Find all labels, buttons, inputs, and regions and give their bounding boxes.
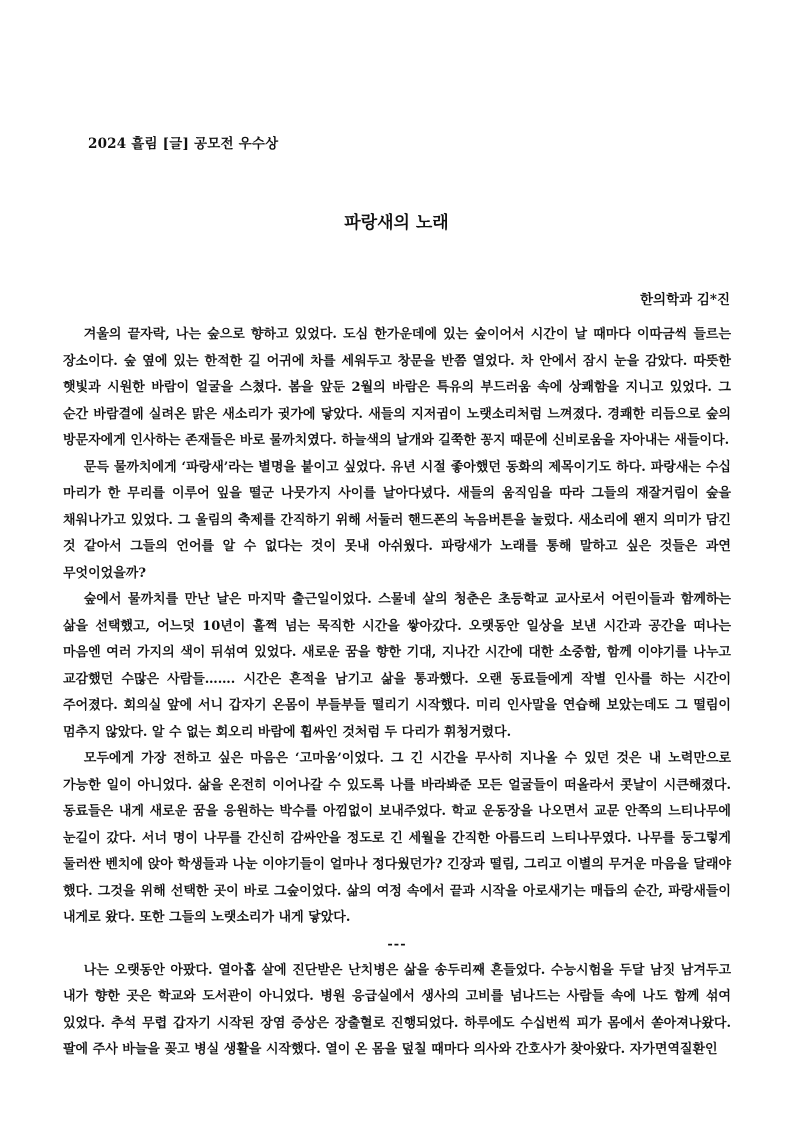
author-line: 한의학과 김*진 xyxy=(639,292,730,308)
paragraph: 숲에서 물까치를 만난 날은 마지막 출근일이었다. 스물네 살의 청춘은 초등학교 교사로서 어린이들과 함께하는 삶을 선택했고, 어느덧 10년이 훌쩍 넘는 묵직한 시간을 쌓아갔다. 오랫동안 일상을 보낸 시간과 공간을 떠나는 마음엔 여러 가지의 색이 뒤섞여 있었다. 새로운 꿈을 향한 기대, 지나간 시간에 대한 소중함, 함께 이야기를 나누고 교감했던 수많은 사람들……. 시간은 흔적을 남기고 삶을 통과했다. 오랜 동료들에게 작별 인사를 하는 시간이 주어졌다. 회의실 앞에 서니 갑자기 온몸이 부들부들 떨리기 시작했다. 미리 인사말을 연습해 보았는데도 그 떨림이 멈추지 않았다. 알 수 없는 회오리 바람에 휩싸인 것처럼 두 다리가 휘청거렸다. xyxy=(63,592,731,740)
paragraph: 나는 오랫동안 아팠다. 열아홉 살에 진단받은 난치병은 삶을 송두리째 흔들었다. 수능시험을 두달 남짓 남겨두고 내가 향한 곳은 학교와 도서관이 아니었다. 병원 응급실에서 생사의 고비를 넘나드는 사람들 속에 나도 함께 섞여 있었다. 추석 무렵 갑자기 시작된 장염 증상은 장출혈로 진행되었다. 하루에도 수십번씩 피가 몸에서 쏟아져나왔다. 팔에 주사 바늘을 꽂고 병실 생활을 시작했다. 열이 온 몸을 덮칠 때마다 의사와 간호사가 찾아왔다. 자가면역질환인 xyxy=(63,962,731,1057)
section-divider: --- xyxy=(387,936,407,952)
award-line: 2024 흘림 [글] 공모전 우수상 xyxy=(88,136,279,152)
essay-title: 파랑새의 노래 xyxy=(344,213,449,233)
essay-body xyxy=(63,322,731,1064)
paragraph: 겨울의 끝자락, 나는 숲으로 향하고 있었다. 도심 한가운데에 있는 숲이어서 시간이 날 때마다 이따금씩 들르는 장소이다. 숲 옆에 있는 한적한 길 어귀에 차를 세워두고 창문을 반쯤 열었다. 차 안에서 잠시 눈을 감았다. 따뜻한 햇빛과 시원한 바람이 얼굴을 스쳤다. 봄을 앞둔 2월의 바람은 특유의 부드러움 속에 상쾌함을 지니고 있었다. 그 순간 바람결에 실려온 맑은 새소리가 귓가에 닿았다. 새들의 지저귐이 노랫소리처럼 느껴졌다. 경쾌한 리듬으로 숲의 방문자에게 인사하는 존재들은 바로 물까치였다. 하늘색의 날개와 길쭉한 꽁지 때문에 신비로움을 자아내는 새들이다. xyxy=(63,327,731,448)
paragraph: 모두에게 가장 전하고 싶은 마음은 ‘고마움’이었다. 그 긴 시간을 무사히 지나올 수 있던 것은 내 노력만으로 가능한 일이 아니었다. 삶을 온전히 이어나갈 수 있도록 나를 바라봐준 모든 얼굴들이 떠올라서 콧날이 시큰해졌다. 동료들은 내게 새로운 꿈을 응원하는 박수를 아낌없이 보내주었다. 학교 운동장을 나오면서 교문 안쪽의 느티나무에 눈길이 갔다. 서너 명이 나무를 간신히 감싸안을 정도로 긴 세월을 간직한 아름드리 느티나무였다. 나무를 둥그렇게 둘러싼 벤치에 앉아 학생들과 나눈 이야기들이 얼마나 정다웠던가? 긴장과 떨림, 그리고 이별의 무거운 마음을 달래야 했다. 그것을 위해 선택한 곳이 바로 그숲이었다. 삶의 여정 속에서 끝과 시작을 아로새기는 매듭의 순간, 파랑새들이 내게로 왔다. 또한 그들의 노랫소리가 내게 닿았다. xyxy=(63,751,731,925)
paragraph: 문득 물까치에게 ‘파랑새’라는 별명을 붙이고 싶었다. 유년 시절 좋아했던 동화의 제목이기도 하다. 파랑새는 수십 마리가 한 무리를 이루어 잎을 떨군 나뭇가지 사이를 날아다녔다. 새들의 움직임을 따라 그들의 재잘거림이 숲을 채워나가고 있었다. 그 울림의 축제를 간직하기 위해 서둘러 핸드폰의 녹음버튼을 눌렀다. 새소리에 왠지 의미가 담긴 것 같아서 그들의 언어를 알 수 없다는 것이 못내 아쉬웠다. 파랑새가 노래를 통해 말하고 싶은 것들은 과연 무엇이었을까? xyxy=(63,459,731,581)
